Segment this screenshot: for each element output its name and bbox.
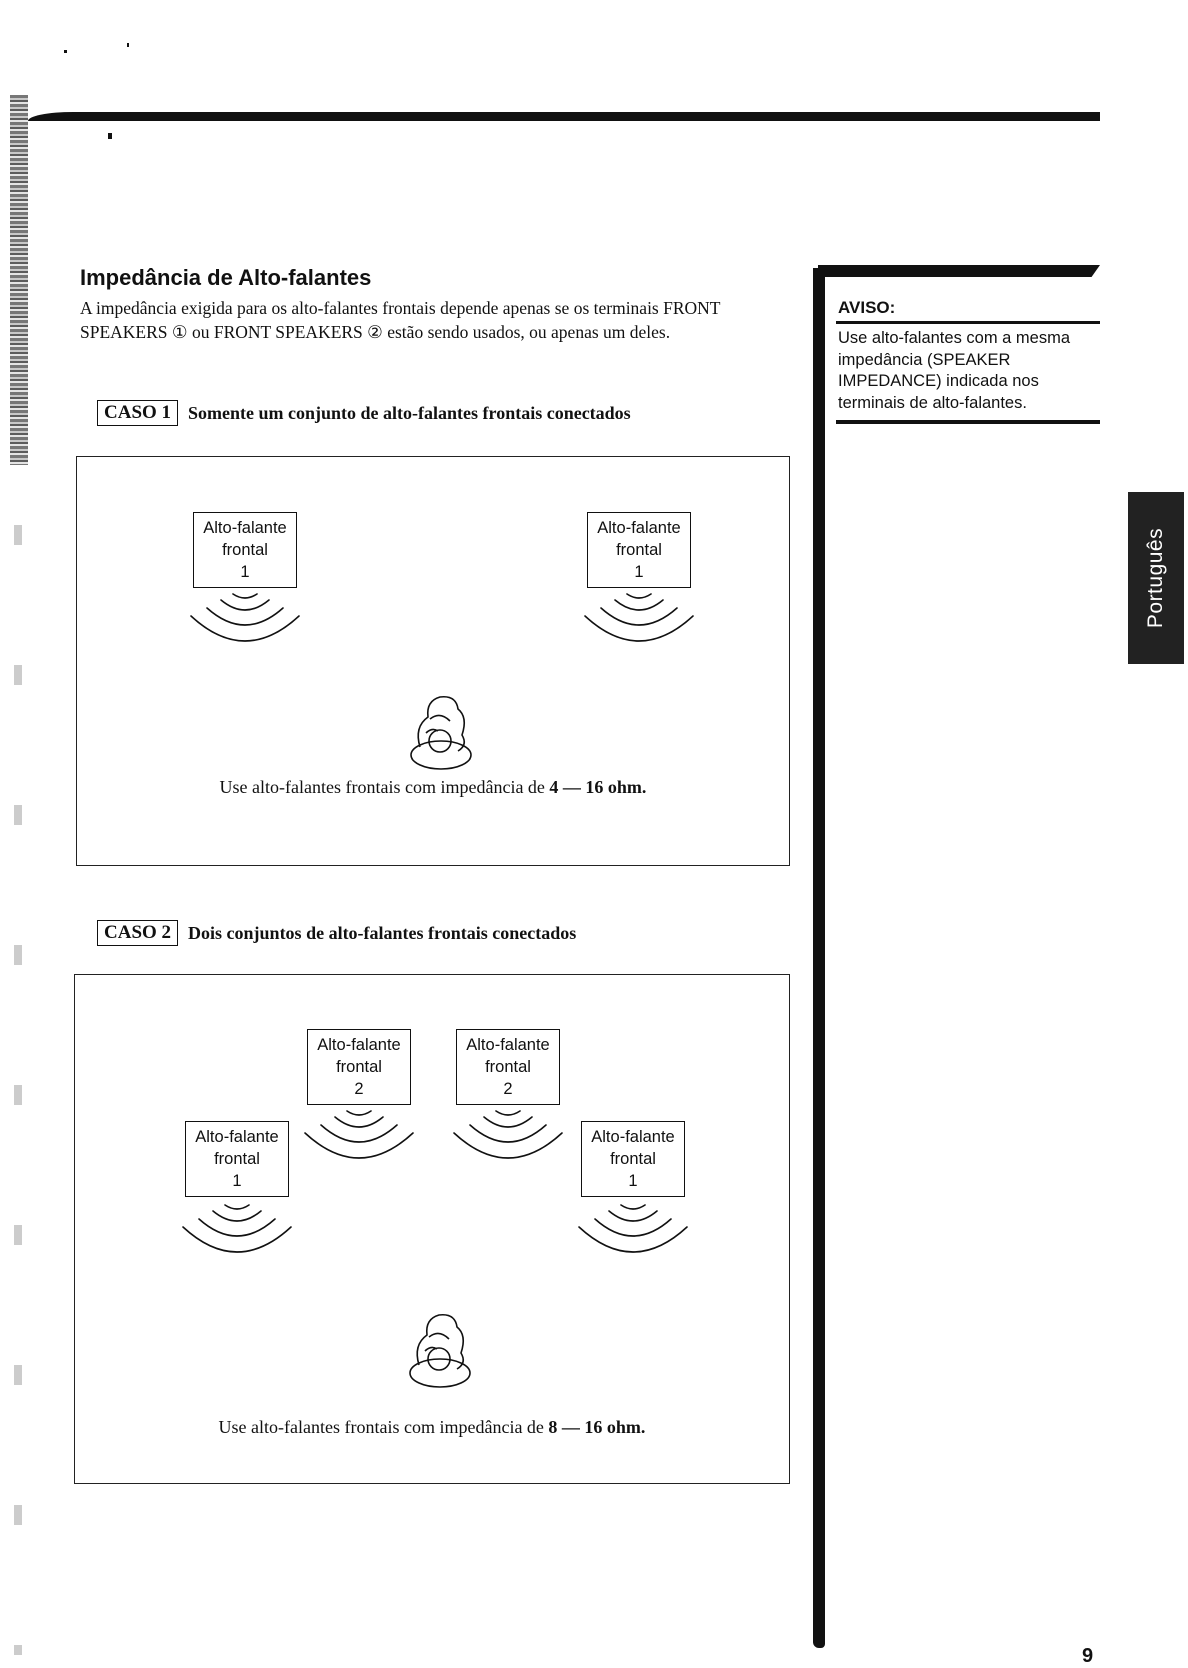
caption-text: Use alto-falantes frontais com impedância de	[219, 777, 550, 797]
aviso-text: Use alto-falantes com a mesma impedância (SPEAKER IMPEDANCE) indicada nos terminais de alto-falantes.	[838, 329, 1071, 412]
listener-icon	[405, 1305, 475, 1395]
sound-waves-icon	[177, 590, 313, 670]
speaker-label-line: Alto-falante	[317, 1036, 401, 1054]
listener-icon	[406, 687, 476, 777]
caption-value: 4 — 16 ohm.	[549, 777, 647, 797]
case2-heading	[97, 920, 576, 946]
speaker-number: 1	[240, 563, 250, 581]
column-divider	[813, 268, 825, 1648]
case1-label: CASO 1	[97, 400, 178, 426]
scan-edge-artifact	[10, 95, 28, 465]
speaker-label-line: Alto-falante	[195, 1128, 279, 1146]
case2-speaker-inner-left	[307, 1029, 411, 1105]
section-title: Impedância de Alto-falantes	[80, 265, 372, 290]
page-number: 9	[1082, 1645, 1094, 1667]
speaker-label-line: frontal	[610, 1150, 656, 1168]
speaker-label-line: frontal	[485, 1058, 531, 1076]
aviso-top-rule	[818, 265, 1100, 277]
sound-waves-icon	[565, 1201, 701, 1281]
case1-diagram	[76, 456, 790, 866]
speaker-label-line: frontal	[214, 1150, 260, 1168]
sound-waves-icon	[291, 1107, 427, 1187]
speaker-number: 2	[503, 1080, 513, 1098]
caption-value: 8 — 16 ohm.	[548, 1417, 646, 1437]
aviso-title: AVISO:	[838, 298, 896, 317]
case2-caption	[75, 1417, 789, 1438]
speaker-label-line: Alto-falante	[466, 1036, 550, 1054]
case2-title: Dois conjuntos de alto-falantes frontais conectados	[188, 922, 577, 943]
aviso-title-rule	[836, 321, 1100, 324]
speaker-number: 1	[232, 1172, 242, 1190]
case2-label: CASO 2	[97, 920, 178, 946]
scan-speck	[108, 133, 112, 139]
speaker-label-line: Alto-falante	[203, 519, 287, 537]
case2-speaker-outer-left	[185, 1121, 289, 1197]
intro-paragraph: A impedância exigida para os alto-falantes frontais depende apenas se os terminais FRONT SPEAKERS ① ou FRONT SPEAKERS ② estão sendo usados, ou apenas um deles.	[80, 298, 721, 342]
case1-caption	[77, 777, 789, 798]
speaker-label-line: Alto-falante	[591, 1128, 675, 1146]
case2-speaker-inner-right	[456, 1029, 560, 1105]
sound-waves-icon	[169, 1201, 305, 1281]
language-tab	[1128, 492, 1184, 664]
speaker-number: 2	[354, 1080, 364, 1098]
scan-edge-artifact	[14, 465, 22, 1655]
scan-speck	[127, 43, 129, 47]
speaker-number: 1	[628, 1172, 638, 1190]
header-rule	[28, 112, 1100, 121]
speaker-label-line: frontal	[336, 1058, 382, 1076]
case1-speaker-left	[193, 512, 297, 588]
case1-title: Somente um conjunto de alto-falantes frontais conectados	[188, 402, 631, 423]
language-tab-label: Português	[1144, 527, 1168, 629]
case2-diagram	[74, 974, 790, 1484]
caption-text: Use alto-falantes frontais com impedância de	[218, 1417, 549, 1437]
scan-speck	[64, 50, 67, 53]
case1-heading	[97, 400, 631, 426]
sound-waves-icon	[440, 1107, 576, 1187]
case2-speaker-outer-right	[581, 1121, 685, 1197]
aviso-bottom-rule	[836, 420, 1100, 424]
speaker-label-line: frontal	[616, 541, 662, 559]
sound-waves-icon	[571, 590, 707, 670]
case1-speaker-right	[587, 512, 691, 588]
speaker-label-line: Alto-falante	[597, 519, 681, 537]
speaker-number: 1	[634, 563, 644, 581]
speaker-label-line: frontal	[222, 541, 268, 559]
